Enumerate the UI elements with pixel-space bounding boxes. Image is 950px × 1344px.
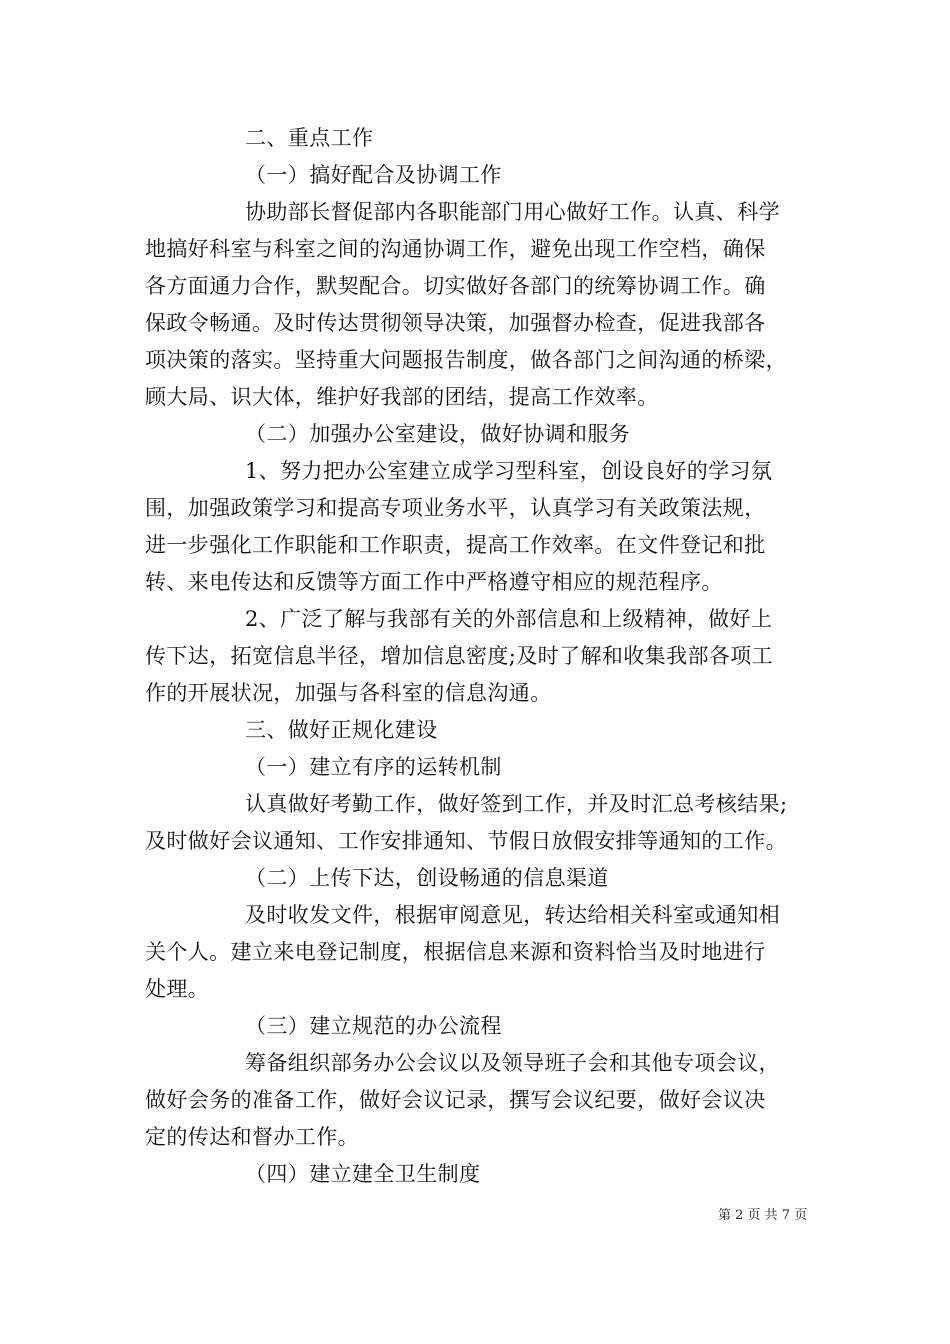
paragraph-line: 进一步强化工作职能和工作职责，提高工作效率。在文件登记和批 (145, 533, 766, 557)
paragraph-line: 认真做好考勤工作，做好签到工作，并及时汇总考核结果; (245, 792, 788, 816)
paragraph-line: 顾大局、识大体，维护好我部的团结，提高工作效率。 (145, 385, 659, 409)
paragraph-line: 围，加强政策学习和提高专项业务水平，认真学习有关政策法规， (145, 496, 766, 520)
subsection-heading: （三）建立规范的办公流程 (245, 1014, 502, 1038)
paragraph-line: 传下达，拓宽信息半径，增加信息密度;及时了解和收集我部各项工 (145, 644, 774, 668)
document-body (145, 120, 810, 1193)
section-heading: 三、做好正规化建设 (245, 718, 438, 742)
paragraph-line: 2、广泛了解与我部有关的外部信息和上级精神，做好上 (245, 607, 773, 631)
paragraph-line: 做好会务的准备工作，做好会议记录，撰写会议纪要，做好会议决 (145, 1088, 766, 1112)
paragraph-line: 项决策的落实。坚持重大问题报告制度，做各部门之间沟通的桥梁， (145, 348, 787, 372)
subsection-heading: （二）加强办公室建设，做好协调和服务 (245, 422, 631, 446)
paragraph-line: 作的开展状况，加强与各科室的信息沟通。 (145, 681, 552, 705)
subsection-heading: （二）上传下达，创设畅通的信息渠道 (245, 866, 609, 890)
paragraph-line: 1、努力把办公室建立成学习型科室，创设良好的学习氛 (245, 459, 773, 483)
paragraph-line: 地搞好科室与科室之间的沟通协调工作，避免出现工作空档，确保 (145, 237, 766, 261)
section-heading: 二、重点工作 (245, 126, 374, 150)
subsection-heading: （四）建立建全卫生制度 (245, 1162, 481, 1186)
page-number-footer: 第 2 页 共 7 页 (718, 1208, 808, 1223)
paragraph-line: 保政令畅通。及时传达贯彻领导决策，加强督办检查，促进我部各 (145, 311, 766, 335)
paragraph-line: 各方面通力合作，默契配合。切实做好各部门的统筹协调工作。确 (145, 274, 766, 298)
paragraph-line: 及时收发文件，根据审阅意见，转达给相关科室或通知相 (245, 903, 780, 927)
paragraph-line: 转、来电传达和反馈等方面工作中严格遵守相应的规范程序。 (145, 570, 723, 594)
paragraph-line: 协助部长督促部内各职能部门用心做好工作。认真、科学 (245, 200, 780, 224)
paragraph-line: 定的传达和督办工作。 (145, 1125, 359, 1149)
paragraph-line: 关个人。建立来电登记制度，根据信息来源和资料恰当及时地进行 (145, 940, 766, 964)
subsection-heading: （一）搞好配合及协调工作 (245, 163, 502, 187)
paragraph-line: 处理。 (145, 977, 210, 1001)
paragraph-line: 及时做好会议通知、工作安排通知、节假日放假安排等通知的工作。 (145, 829, 787, 853)
paragraph-line: 筹备组织部务办公会议以及领导班子会和其他专项会议， (245, 1051, 780, 1075)
subsection-heading: （一）建立有序的运转机制 (245, 755, 502, 779)
